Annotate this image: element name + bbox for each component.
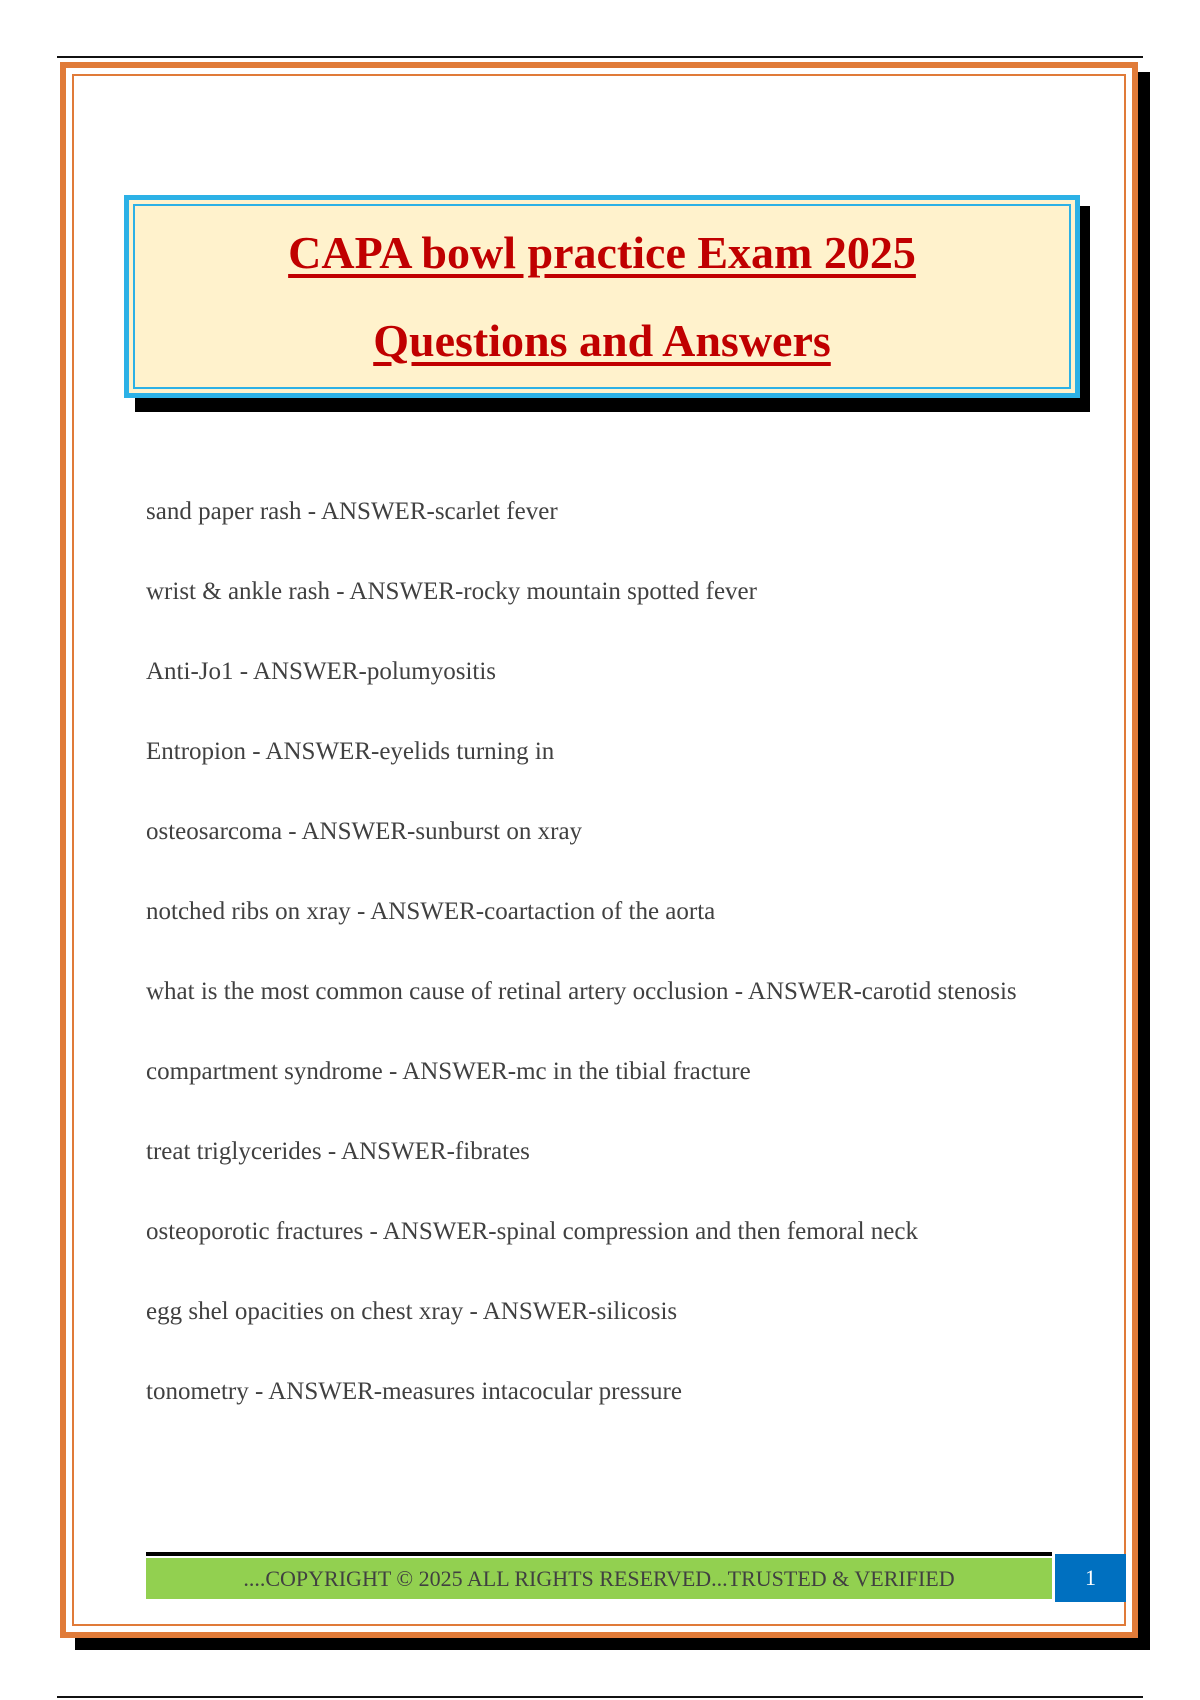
qa-item: osteosarcoma - ANSWER-sunburst on xray xyxy=(146,818,583,845)
title-box xyxy=(124,195,1080,398)
bottom-rule xyxy=(57,1696,1143,1698)
page-number: 1 xyxy=(1085,1565,1096,1590)
qa-item: sand paper rash - ANSWER-scarlet fever xyxy=(146,498,558,525)
qa-item: Anti-Jo1 - ANSWER-polumyositis xyxy=(146,658,497,685)
qa-item: what is the most common cause of retinal artery occlusion - ANSWER-carotid stenosis xyxy=(146,978,1017,1005)
page-number-box xyxy=(1055,1554,1126,1602)
qa-item: Entropion - ANSWER-eyelids turning in xyxy=(146,738,555,765)
footer-copyright-bar xyxy=(146,1558,1052,1599)
top-rule xyxy=(57,56,1143,58)
footer-rule xyxy=(146,1552,1052,1556)
title-line-2: Questions and Answers xyxy=(373,314,831,366)
qa-item: tonometry - ANSWER-measures intacocular pressure xyxy=(146,1378,682,1405)
qa-item: wrist & ankle rash - ANSWER-rocky mountain spotted fever xyxy=(146,578,757,605)
title-line-1: CAPA bowl practice Exam 2025 xyxy=(288,226,916,278)
qa-item: notched ribs on xray - ANSWER-coartaction of the aorta xyxy=(146,898,716,925)
footer-copyright-text: ....COPYRIGHT © 2025 ALL RIGHTS RESERVED...TRUSTED & VERIFIED xyxy=(243,1565,955,1591)
qa-item: treat triglycerides - ANSWER-fibrates xyxy=(146,1138,530,1165)
qa-item: osteoporotic fractures - ANSWER-spinal compression and then femoral neck xyxy=(146,1218,918,1245)
qa-list xyxy=(146,480,1046,1440)
qa-item: compartment syndrome - ANSWER-mc in the tibial fracture xyxy=(146,1058,751,1085)
qa-item: egg shel opacities on chest xray - ANSWER-silicosis xyxy=(146,1298,678,1325)
